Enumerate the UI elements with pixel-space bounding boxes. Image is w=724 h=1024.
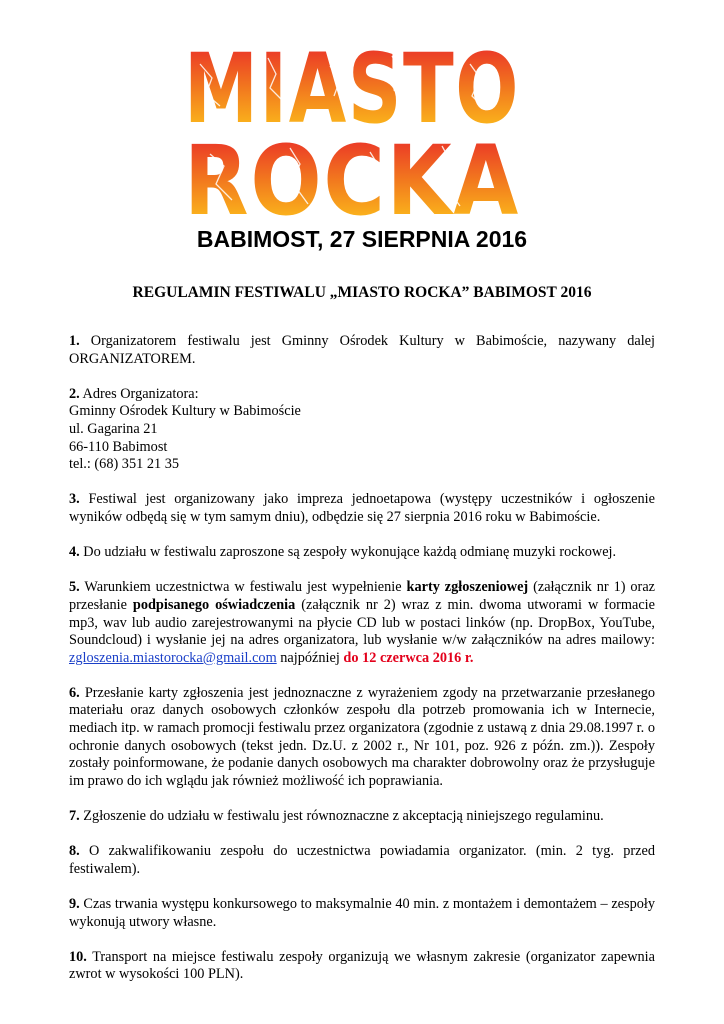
paragraph-8 [69, 843, 655, 878]
paragraph-number: 8. [69, 843, 80, 860]
paragraph-text: Przesłanie karty zgłoszenia jest jednoznaczne z wyrażeniem zgody na przetwarzanie przesłanego materiału oraz danych osobowych członków zespołu dla potrzeb promowania ich w Internecie, mediach itp. w ramach promocji festiwalu przez organizatora (zgodnie z ustawą z dnia 29.08.1997 r. o ochronie danych osobowych (tekst jedn. Dz.U. z 2002 r., Nr 101, poz. 926 z późn. zm.)). Zespoły zostały poinformowane, że podanie danych osobowych ma charakter dobrowolny oraz że przysługuje im prawo do ich wglądu jak również możliwość ich poprawiania. [69, 684, 655, 789]
logo-line-miasto: MIASTO [184, 44, 520, 145]
paragraph-text: Zgłoszenie do udziału w festiwalu jest równoznaczne z akceptacją niniejszego regulaminu. [79, 808, 604, 825]
paragraph-1 [69, 333, 655, 368]
logo-line-rocka: ROCKA [184, 125, 520, 222]
paragraph-text: Warunkiem uczestnictwa w festiwalu jest wypełnienie [79, 579, 407, 596]
paragraph-text: Transport na miejsce festiwalu zespoły organizują we własnym zakresie (organizator zapewnia zwrot w wysokości 100 PLN). [69, 948, 655, 983]
paragraph-text: Organizatorem festiwalu jest Gminny Ośrodek Kultury w Babimoście, nazywany dalej ORGANIZATOREM. [69, 333, 655, 367]
paragraph-number: 2. [69, 385, 80, 402]
paragraph-4 [69, 544, 655, 562]
address-line-postal: 66-110 Babimost [69, 438, 168, 455]
document-title: REGULAMIN FESTIWALU „MIASTO ROCKA” BABIMOST 2016 [132, 284, 592, 301]
paragraph-number: 6. [69, 684, 80, 701]
address-line-institution: Gminny Ośrodek Kultury w Babimoście [69, 403, 301, 420]
paragraph-2-address [69, 386, 655, 474]
paragraph-text: najpóźniej [276, 649, 344, 666]
paragraph-3 [69, 491, 655, 526]
paragraph-7 [69, 808, 655, 826]
address-line-street: ul. Gagarina 21 [69, 420, 158, 437]
paragraph-number: 10. [69, 948, 87, 965]
paragraph-text: (załącznik nr 2) wraz z min. dwoma utworami w formacie mp3, wav lub audio zarejestrowanymi na płycie CD lub w postaci linków (np. DropBox, YouTube, Soundcloud) i wysłanie jej na adres organizatora, lub wysłanie w/w załączników na adres mailowy: [69, 596, 655, 649]
email-link[interactable]: zgloszenia.miastorocka@gmail.com [69, 649, 277, 666]
paragraph-number: 7. [69, 808, 80, 825]
regulations-body [69, 333, 655, 1002]
address-line-phone: tel.: (68) 351 21 35 [69, 456, 179, 473]
paragraph-number: 1. [69, 333, 80, 349]
paragraph-5 [69, 579, 655, 667]
paragraph-text: (załącznik nr 1) oraz przesłanie [69, 579, 656, 613]
address-heading: Adres Organizatora: [79, 385, 199, 402]
event-date-heading: BABIMOST, 27 SIERPNIA 2016 [196, 226, 528, 252]
paragraph-text: Czas trwania występu konkursowego to maksymalnie 40 min. z montażem i demontażem – zespoły wykonują utwory własne. [69, 896, 655, 930]
application-form-term: karty zgłoszeniowej [406, 579, 529, 596]
paragraph-number: 3. [69, 491, 80, 508]
paragraph-number: 4. [69, 544, 80, 561]
paragraph-9 [69, 896, 655, 931]
paragraph-text: Festiwal jest organizowany jako impreza jednoetapowa (występy uczestników i ogłoszenie wyników odbędą się w tym samym dniu), odbędzie się 27 sierpnia 2016 roku w Babimoście. [69, 491, 655, 525]
paragraph-10 [69, 949, 655, 984]
paragraph-text: Do udziału w festiwalu zaproszone są zespoły wykonujące każdą odmianę muzyki rockowej. [79, 544, 617, 561]
paragraph-6 [69, 685, 655, 791]
deadline-text: do 12 czerwca 2016 r. [343, 649, 474, 666]
signed-statement-term: podpisanego oświadczenia [132, 596, 296, 613]
miasto-rocka-logo [180, 44, 525, 222]
paragraph-number: 5. [69, 579, 80, 596]
paragraph-number: 9. [69, 896, 80, 912]
paragraph-text: O zakwalifikowaniu zespołu do uczestnictwa powiadamia organizator. (min. 2 tyg. przed festiwalem). [69, 843, 655, 877]
